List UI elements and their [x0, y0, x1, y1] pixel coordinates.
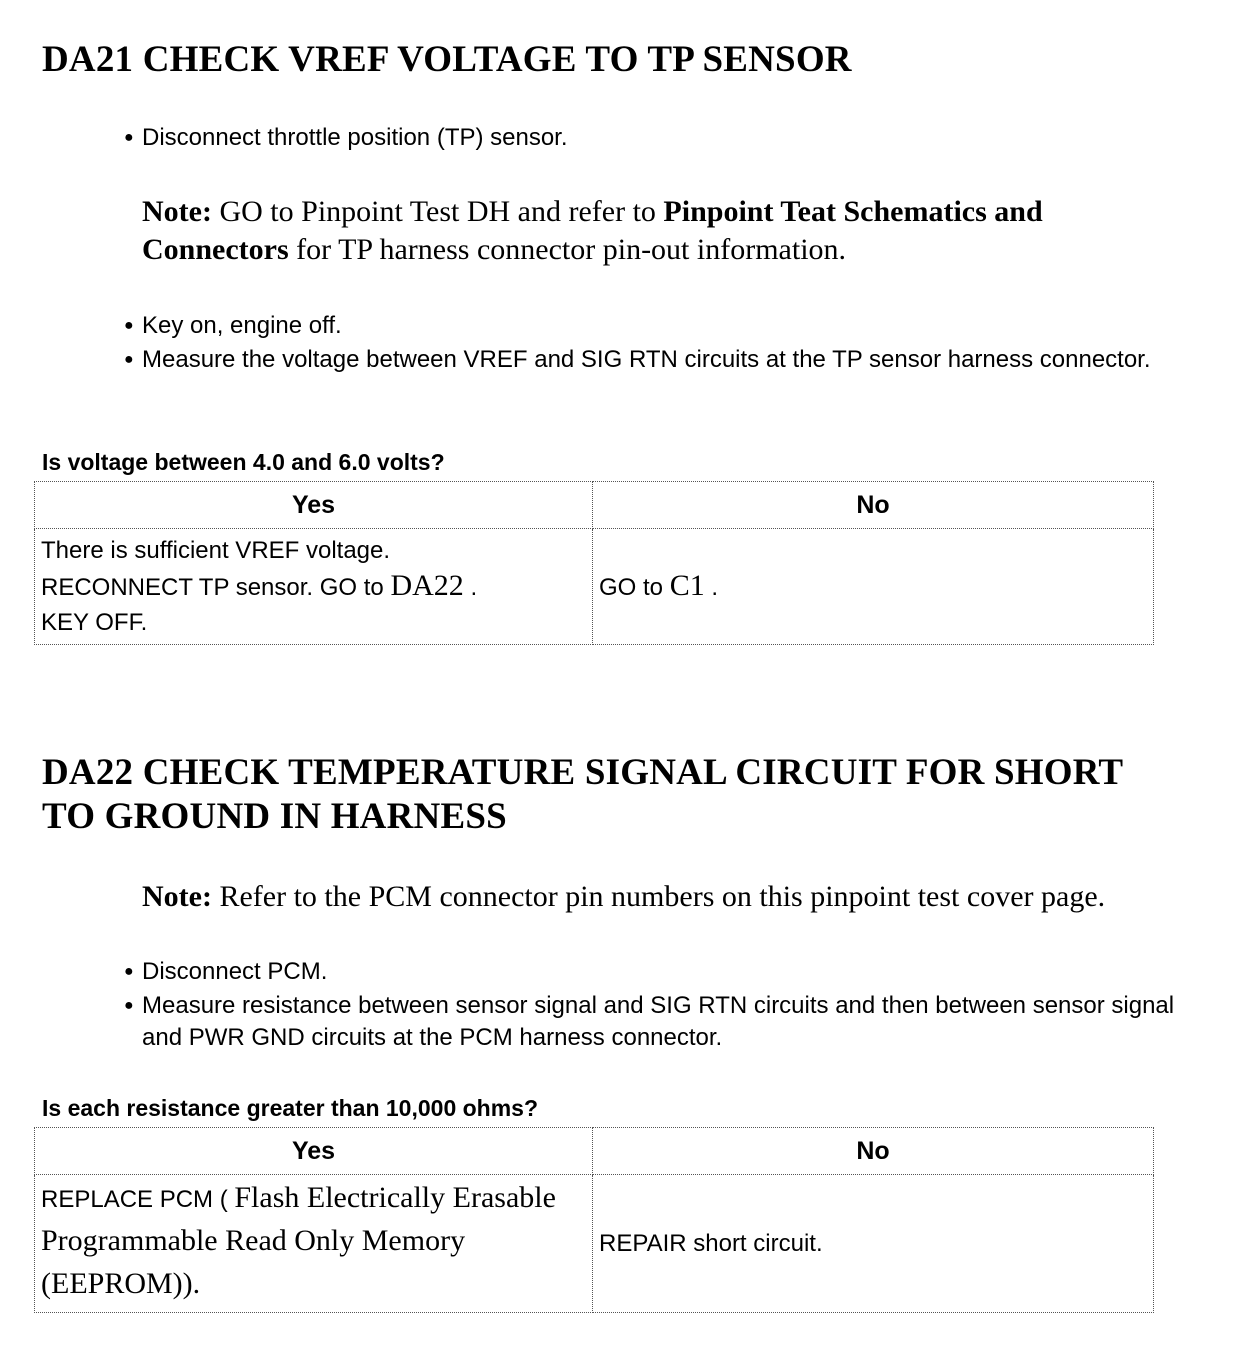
link-c1[interactable]: C1: [669, 569, 705, 602]
no-header: No: [593, 482, 1154, 529]
section-title-da22: DA22 CHECK TEMPERATURE SIGNAL CIRCUIT FOR SHORT TO GROUND IN HARNESS: [42, 752, 1124, 837]
question-da21: Is voltage between 4.0 and 6.0 volts?: [42, 449, 445, 475]
bullet-dot-icon: ●: [124, 317, 134, 334]
yes-cell: REPLACE PCM ( Flash Electrically Erasable Programmable Read Only Memory (EEPROM)).: [35, 1175, 593, 1313]
result-table-da22: [34, 1127, 1154, 1313]
eeprom-link[interactable]: Flash Electrically Erasable Programmable Read Only Memory (EEPROM): [41, 1181, 556, 1300]
note-da21: Note: GO to Pinpoint Test DH and refer to Pinpoint Teat Schematics and Connectors for TP harness connector pin-out information.: [142, 195, 1043, 266]
note-label: Note:: [142, 195, 212, 228]
note-da22: Note: Refer to the PCM connector pin numbers on this pinpoint test cover page.: [142, 880, 1106, 913]
no-header: No: [593, 1128, 1154, 1175]
bullet-item: ● Disconnect PCM.: [124, 956, 1204, 988]
no-cell: REPAIR short circuit.: [593, 1175, 1154, 1313]
bullet-dot-icon: ●: [124, 129, 134, 146]
bullet-dot-icon: ●: [124, 997, 134, 1014]
bullet-item: ● Disconnect throttle position (TP) sensor.: [124, 122, 1204, 154]
schematics-reference: Pinpoint Teat Schematics and Connectors: [142, 195, 1043, 266]
yes-header: Yes: [35, 1128, 593, 1175]
bullet-dot-icon: ●: [124, 963, 134, 980]
yes-header: Yes: [35, 482, 593, 529]
yes-cell: There is sufficient VREF voltage. RECONNECT TP sensor. GO to DA22 . KEY OFF.: [35, 529, 593, 645]
bullet-item: ● Measure resistance between sensor signal and SIG RTN circuits and then between sensor signal and PWR GND circuits at the PCM harness connector.: [124, 992, 1175, 1051]
section-title-da21: DA21 CHECK VREF VOLTAGE TO TP SENSOR: [42, 39, 852, 80]
no-cell: GO to C1 .: [593, 529, 1154, 645]
bullet-dot-icon: ●: [124, 351, 134, 368]
result-table-da21: [34, 481, 1154, 645]
note-label: Note:: [142, 880, 212, 913]
question-da22: Is each resistance greater than 10,000 ohms?: [42, 1095, 539, 1121]
bullet-item: ● Key on, engine off.: [124, 310, 1204, 342]
link-da22[interactable]: DA22: [390, 569, 464, 602]
bullet-item: ● Measure the voltage between VREF and SIG RTN circuits at the TP sensor harness connector.: [124, 344, 1194, 376]
